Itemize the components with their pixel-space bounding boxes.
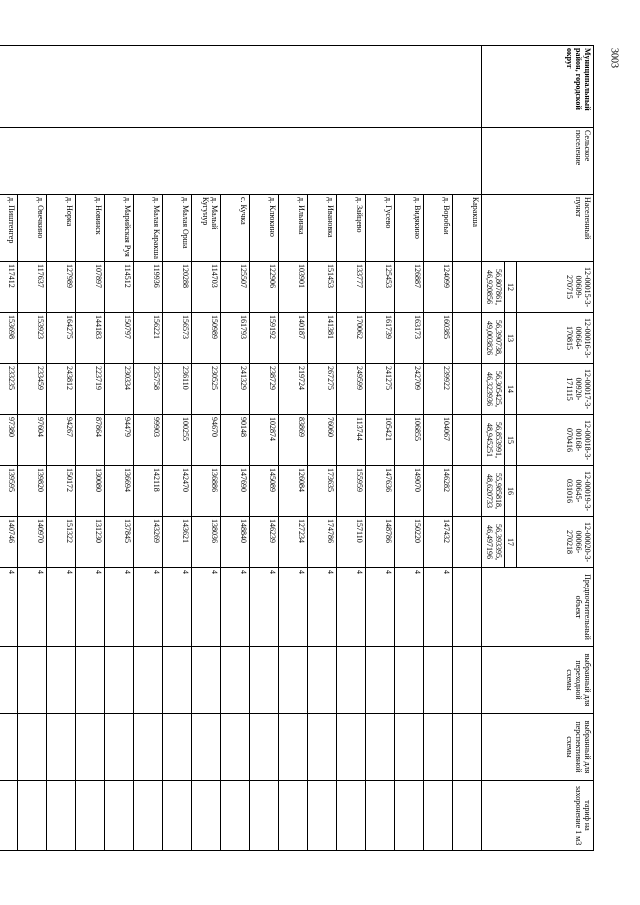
selected-prospective-cell [337,714,366,781]
selected-transition-cell [424,647,453,714]
tariff-cell [105,781,134,851]
distance-value: 156221 [134,313,163,364]
distance-value: 94479 [105,415,134,466]
distance-value: 125507 [221,262,250,313]
locality-cell: д. Малая Орша [163,195,192,262]
locality-cell: д. Новинск [76,195,105,262]
column-number: 12 [505,262,517,313]
preferred-object-cell: 4 [18,568,47,647]
distance-value: 139820 [18,466,47,517]
selected-prospective-cell [250,714,279,781]
preferred-object-cell: 4 [337,568,366,647]
preferred-object-cell: 4 [395,568,424,647]
distance-value: 97604 [18,415,47,466]
distance-value: 130080 [76,466,105,517]
rotated-page-area [7,45,594,850]
distance-value: 233235 [0,364,18,415]
tariff-cell [395,781,424,851]
locality-cell: д. Ивановка [308,195,337,262]
selected-prospective-cell [366,714,395,781]
distance-value: 156573 [163,313,192,364]
tariff-cell [279,781,308,851]
tariff-cell [308,781,337,851]
distance-value: 122906 [250,262,279,313]
selected-prospective-cell [134,714,163,781]
distance-value: 94267 [47,415,76,466]
selected-transition-cell [308,647,337,714]
distance-value: 249599 [337,364,366,415]
distance-value: 147690 [221,466,250,517]
distance-value: 142470 [163,466,192,517]
table-row [453,46,482,851]
distance-value: 142118 [134,466,163,517]
distance-value: 151453 [308,262,337,313]
distance-value: 140746 [0,517,18,568]
header-region-12: 12-00015-3-00609-270715 [517,262,594,313]
distance-value: 127989 [47,262,76,313]
preferred-object-cell: 4 [366,568,395,647]
distance-value: 114703 [192,262,221,313]
locality-cell: д. Зайцево [337,195,366,262]
distance-value: 235758 [134,364,163,415]
distance-value [453,517,482,568]
distance-value: 127234 [279,517,308,568]
distance-value [453,313,482,364]
distance-value: 143621 [163,517,192,568]
distance-value: 90148 [221,415,250,466]
tariff-cell [424,781,453,851]
page-number: 3003 [608,48,620,68]
tariff-cell [163,781,192,851]
distance-value: 137845 [105,517,134,568]
distance-value: 126887 [395,262,424,313]
selected-transition-cell [105,647,134,714]
distance-value [453,415,482,466]
header-region-15: 12-00018-3-00168-070416 [517,415,594,466]
locality-cell: д. Ильинка [279,195,308,262]
distance-value: 133777 [337,262,366,313]
distance-value: 107897 [76,262,105,313]
distance-value: 241275 [366,364,395,415]
preferred-object-cell: 4 [0,568,18,647]
header-region-16: 12-00019-3-00645-031016 [517,466,594,517]
selected-transition-cell [192,647,221,714]
distance-value: 147636 [366,466,395,517]
preferred-object-cell: 4 [279,568,308,647]
distance-value [453,466,482,517]
distance-value: 140187 [279,313,308,364]
distance-value: 139595 [0,466,18,517]
distance-value: 230334 [105,364,134,415]
distance-value: 143269 [134,517,163,568]
distance-value: 140970 [18,517,47,568]
distance-value: 150220 [395,517,424,568]
preferred-object-cell: 4 [105,568,134,647]
region-coordinates: 56,393395, 46,497196 [482,517,505,568]
distance-value: 148840 [221,517,250,568]
selected-prospective-cell [453,714,482,781]
locality-cell: д. Гусево [366,195,395,262]
distance-value: 131230 [76,517,105,568]
distance-value: 150797 [105,313,134,364]
selected-transition-cell [0,647,18,714]
selected-prospective-cell [0,714,18,781]
column-number: 17 [505,517,517,568]
distance-value: 173635 [308,466,337,517]
tariff-cell [192,781,221,851]
distance-value: 105421 [366,415,395,466]
distance-value: 219724 [279,364,308,415]
distance-value: 150989 [192,313,221,364]
distance-value: 161739 [366,313,395,364]
locality-cell: д. Марийская Руя [105,195,134,262]
distance-value: 97380 [0,415,18,466]
preferred-object-cell [453,568,482,647]
header-region-14: 12-00017-3-00920-171115 [517,364,594,415]
locality-cell: д. Клюкино [250,195,279,262]
selected-transition-cell [279,647,308,714]
distance-value: 243812 [47,364,76,415]
distance-value: 147432 [424,517,453,568]
selected-transition-cell [221,647,250,714]
distance-value: 146282 [424,466,453,517]
distance-value: 102874 [250,415,279,466]
selected-transition-cell [163,647,192,714]
region-coordinates: 56,853991, 48,945251 [482,415,505,466]
tariff-cell [0,781,18,851]
locality-cell: д. Воробьи [424,195,453,262]
header-row [517,46,594,851]
header-region-17: 12-00020-3-00066-270218 [517,517,594,568]
region-coordinates: 56,807861, 46,920856 [482,262,505,313]
distance-value [453,262,482,313]
selected-prospective-cell [47,714,76,781]
distance-value [453,364,482,415]
distance-value: 94670 [192,415,221,466]
distance-value: 146239 [250,517,279,568]
distance-value: 241329 [221,364,250,415]
selected-transition-cell [134,647,163,714]
locality-cell: с. Кучка [221,195,250,262]
distance-value: 114512 [105,262,134,313]
distance-value: 117412 [0,262,18,313]
region-coordinates: 55,985818, 48,620733 [482,466,505,517]
distance-value: 267275 [308,364,337,415]
distance-value: 149070 [395,466,424,517]
distance-value: 103901 [279,262,308,313]
header-selected-prospective: выбранный для перспективной схемы [482,714,594,781]
preferred-object-cell: 4 [163,568,192,647]
distance-value: 106855 [395,415,424,466]
distance-value: 87864 [76,415,105,466]
column-number: 13 [505,313,517,364]
selected-prospective-cell [279,714,308,781]
header-selected-transition: выбранный для переходной схемы [482,647,594,714]
locality-cell: д. Овечкино [18,195,47,262]
selected-transition-cell [453,647,482,714]
preferred-object-cell: 4 [192,568,221,647]
preferred-object-cell: 4 [424,568,453,647]
preferred-object-cell: 4 [250,568,279,647]
tariff-cell [453,781,482,851]
preferred-object-cell: 4 [76,568,105,647]
selected-transition-cell [76,647,105,714]
distance-value: 174786 [308,517,337,568]
selected-transition-cell [18,647,47,714]
distance-value: 153698 [0,313,18,364]
distance-value: 161793 [221,313,250,364]
distance-value: 100255 [163,415,192,466]
tariff-cell [76,781,105,851]
locality-cell: д. Малый Кугунур [192,195,221,262]
tariff-table [0,45,594,851]
selected-prospective-cell [76,714,105,781]
tariff-cell [18,781,47,851]
distance-value: 242709 [395,364,424,415]
distance-value: 138036 [192,517,221,568]
distance-value: 117637 [18,262,47,313]
distance-value: 238729 [250,364,279,415]
locality-cell: д. Малая Каракша [134,195,163,262]
column-number: 16 [505,466,517,517]
preferred-object-cell: 4 [221,568,250,647]
locality-cell: д. Видякино [395,195,424,262]
distance-value: 104067 [424,415,453,466]
distance-value: 157110 [337,517,366,568]
distance-value: 150172 [47,466,76,517]
tariff-cell [134,781,163,851]
selected-prospective-cell [18,714,47,781]
selected-prospective-cell [221,714,250,781]
distance-value: 83869 [279,415,308,466]
column-number: 14 [505,364,517,415]
selected-prospective-cell [163,714,192,781]
distance-value: 124099 [424,262,453,313]
column-number: 15 [505,415,517,466]
distance-value: 223719 [76,364,105,415]
distance-value: 136886 [192,466,221,517]
selected-prospective-cell [395,714,424,781]
preferred-object-cell: 4 [47,568,76,647]
selected-prospective-cell [424,714,453,781]
distance-value: 145089 [250,466,279,517]
header-settlement: Сельское поселение [482,128,594,195]
selected-transition-cell [395,647,424,714]
selected-transition-cell [47,647,76,714]
header-preferred-object: Предпочтительный объект [482,568,594,647]
distance-value: 151322 [47,517,76,568]
distance-value: 119936 [134,262,163,313]
selected-prospective-cell [105,714,134,781]
tariff-cell [250,781,279,851]
distance-value: 148786 [366,517,395,568]
distance-value: 76060 [308,415,337,466]
distance-value: 113744 [337,415,366,466]
selected-transition-cell [366,647,395,714]
region-coordinates: 56,390738, 49,003826 [482,313,505,364]
tariff-cell [47,781,76,851]
distance-value: 163173 [395,313,424,364]
header-locality: Населенный пункт [482,195,594,262]
locality-cell: д. Норка [47,195,76,262]
distance-value: 126084 [279,466,308,517]
tariff-cell [337,781,366,851]
distance-value: 153923 [18,313,47,364]
distance-value: 230525 [192,364,221,415]
distance-value: 170062 [337,313,366,364]
tariff-cell [221,781,250,851]
distance-value: 125453 [366,262,395,313]
distance-value: 120288 [163,262,192,313]
selected-transition-cell [337,647,366,714]
municipality-cell [0,46,482,128]
distance-value: 144183 [76,313,105,364]
distance-value: 99903 [134,415,163,466]
distance-value: 141381 [308,313,337,364]
tariff-cell [366,781,395,851]
selected-prospective-cell [192,714,221,781]
preferred-object-cell: 4 [134,568,163,647]
header-tariff: тариф на захоронение 1 м3 [482,781,594,851]
selected-transition-cell [250,647,279,714]
selected-prospective-cell [308,714,337,781]
distance-value: 164275 [47,313,76,364]
locality-cell: д. Пиштенгер [0,195,18,262]
header-municipality: Муниципальный район, городской округ [482,46,594,128]
region-coordinates: 56,305425, 46,323936 [482,364,505,415]
settlement-cell [0,128,482,195]
preferred-object-cell: 4 [308,568,337,647]
distance-value: 233459 [18,364,47,415]
header-region-13: 12-00016-3-00664-170815 [517,313,594,364]
locality-cell: Каракша [453,195,482,262]
distance-value: 160385 [424,313,453,364]
distance-value: 159192 [250,313,279,364]
distance-value: 239922 [424,364,453,415]
distance-value: 236110 [163,364,192,415]
distance-value: 136694 [105,466,134,517]
distance-value: 155959 [337,466,366,517]
